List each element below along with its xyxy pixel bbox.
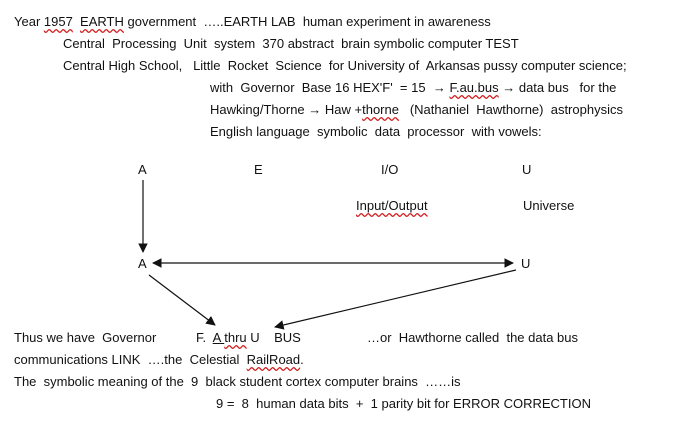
arrow-right-icon: → [502,80,516,95]
header-line-4: with Governor Base 16 HEX'F' = 15 → F.au.bus → data bus for the [210,80,617,95]
footer-governor-bus: F. A thru U BUS [196,330,301,345]
header-line-5: Hawking/Thorne → Haw +thorne (Nathaniel Hawthorne) astrophysics [210,102,623,117]
header-line-6: English language symbolic data processor with vowels: [210,124,542,139]
text-thorne: thorne [362,102,399,117]
text-1957: 1957 [43,14,73,29]
text-earth: EARTH [80,14,124,29]
header-line-2: Central Processing Unit system 370 abstract brain symbolic computer TEST [63,36,519,51]
vowel-a-top: A [138,162,147,177]
text-year: Year [14,14,44,29]
universe-label: Universe [523,198,575,213]
footer-line-1: Thus we have Governor [14,330,157,345]
footer-line-2: communications LINK ….the Celestial RailRoad. [14,352,304,367]
vowel-e-top: E [254,162,263,177]
vowel-u-mid: U [521,256,531,271]
input-output-label: Input/Output [356,198,428,213]
footer-line-3: The symbolic meaning of the 9 black student cortex computer brains ……is [14,374,461,389]
vowel-u-top: U [522,162,532,177]
arrow-right-icon: → [308,102,322,117]
footer-hawthorne: …or Hawthorne called the data bus [367,330,579,345]
header-line-3: Central High School, Little Rocket Science for University of Arkansas pussy computer science; [63,58,627,73]
footer-line-4: 9 = 8 human data bits + 1 parity bit for ERROR CORRECTION [216,396,591,411]
arrow-right-icon: → [432,80,446,95]
text-railroad: RailRoad [246,352,301,367]
arrow-u-to-bus [275,270,516,327]
text-government: government …..EARTH LAB human experiment in awareness [123,14,491,29]
vowel-a-mid: A [138,256,147,271]
vowel-io-top: I/O [381,162,399,177]
arrow-a-to-bus [149,275,215,325]
text-fau-bus: F.au.bus [449,80,499,95]
